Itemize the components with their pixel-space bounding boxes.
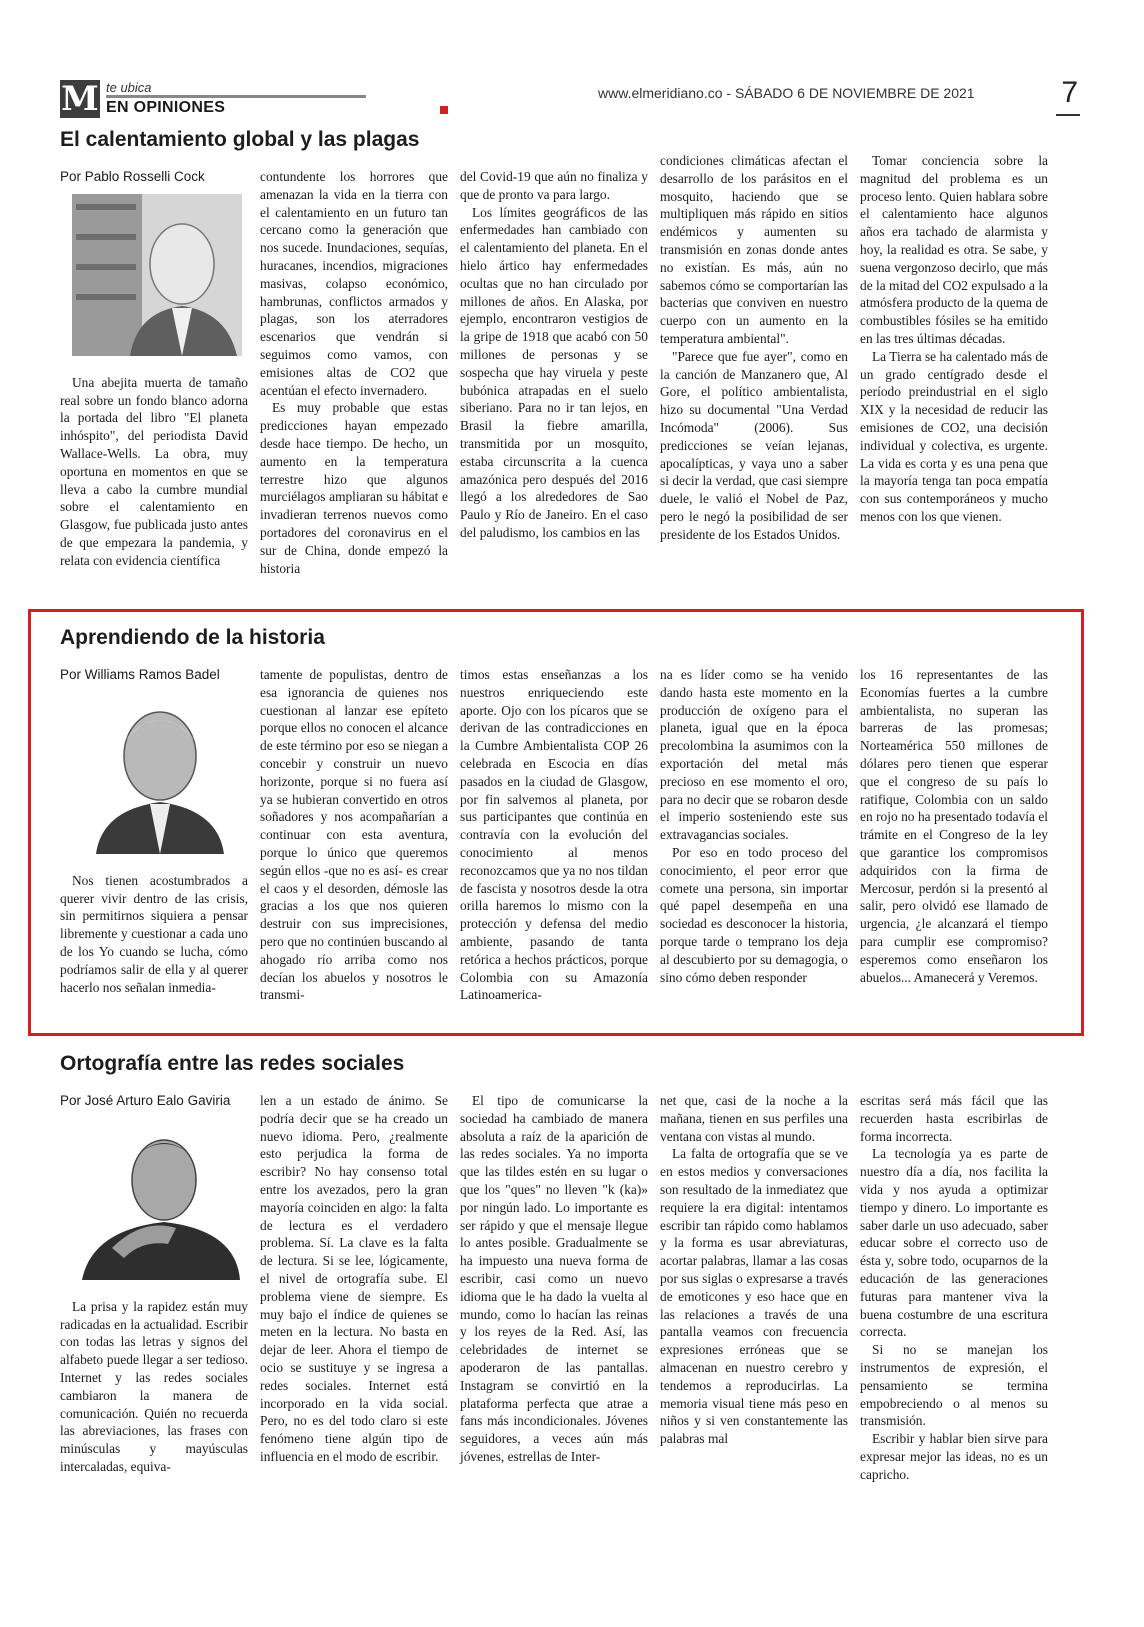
paragraph: net que, casi de la noche a la mañana, tienen en sus perfiles una ventana con vistas al mundo.: [660, 1093, 848, 1144]
author-portrait-icon: [72, 692, 242, 854]
column-5: [860, 666, 1048, 986]
paragraph: Tomar conciencia sobre la magnitud del problema es un proceso lento. Quien hablara sobre el calentamiento hace algunos años era tachado de alarmista y hoy, la realidad es otra. Se sabe, y suena vergonzoso decirlo, que más de la mitad del CO2 expulsado a la atmósfera producto de la quema de combustibles fósiles se ha emitido en las tres últimas décadas.: [860, 153, 1048, 346]
column-2: [260, 1092, 448, 1466]
byline: Por José Arturo Ealo Gaviria: [60, 1093, 231, 1108]
paragraph: len a un estado de ánimo. Se podría decir que se ha creado un nuevo idioma. Pero, ¿realmente esto perjudica la forma de escribir? No hay consenso total entre los avezados, pero la gran mayoría coinciden en algo: la falta de lectura es el verdadero problema. Sí. La clave es la falta de lectura. Si se lee, lógicamente, el nivel de ortografía sube. El problema viene de siempre. Es muy bajo el índice de quienes se meten en la lectura. No basta en dejar de leer. Ahora el tiempo de ocio se sustituye y se ingresa a redes sociales. Internet está incorporado en la vida social. Pero, no es del todo claro si este fenómeno tiene algún tipo de influencia en el modo de escribir.: [260, 1093, 448, 1464]
column-2: [260, 168, 448, 577]
column-4: [660, 152, 848, 544]
paragraph: Si no se manejan los instrumentos de expresión, el pensamiento se termina empobreciendo o al menos su transmisión.: [860, 1342, 1048, 1429]
article-calentamiento: [60, 128, 1080, 576]
paragraph: La tecnología ya es parte de nuestro día a día, nos facilita la vida y nos ayuda a optimizar tiempo y dinero. Lo importante es saber darle un uso adecuado, saber educar sobre el correcto uso de ésta y, sobre todo, ocuparnos de la educación de las generaciones futuras para mantener viva la buena costumbre de una escritura correcta.: [860, 1146, 1048, 1340]
paragraph: tamente de populistas, dentro de esa ignorancia de quienes nos cuestionan al lanzar ese epíteto porque ellos no conocen el alcance de este término por eso se niegan a concebir y construir un nuevo horizonte, porque si no fuera así ya se hubieran convertido en otros soñadores y nos acompañarían a continuar con esta aventura, porque lo único que queremos según ellos -que no es así- es crear el caos y el desorden, démosle las gracias a los que nos quieren destruir con sus imprecisiones, pero que no continúen buscando al ahogado río arriba como nos decían los abuelos y nosotros le transmi-: [260, 667, 448, 1003]
section-name: EN OPINIONES: [106, 99, 226, 116]
article-body: [60, 153, 1080, 608]
paragraph: del Covid-19 que aún no finaliza y que de pronto va para largo.: [460, 169, 648, 202]
red-square-icon: [440, 106, 448, 114]
column-1: [60, 168, 248, 570]
masthead: [60, 76, 1080, 120]
paragraph: La prisa y la rapidez están muy radicadas en la actualidad. Escribir con todas las letras y signos del alfabeto puede llegar a ser tedioso. Internet y las redes sociales cambiaron la manera de comunicación. Quién no recuerda las abreviaciones, las frases con minúsculas y mayúsculas intercaladas, equiva-: [60, 1298, 248, 1474]
page-number: 7: [1061, 76, 1078, 109]
paragraph: La Tierra se ha calentado más de un grado centígrado desde el período preindustrial en el siglo XIX y la necesidad de reducir las emisiones de CO2, una decisión individual y colectiva, es urgente. La vida es corta y es una pena que la mayoría tenga tan poca empatía con sus contemporáneos y mucho menos con los que vienen.: [860, 348, 1048, 524]
column-3: [460, 666, 648, 1004]
paragraph: timos estas enseñanzas a los nuestros enriqueciendo este aporte. Ojo con los pícaros que se derivan de las contradicciones en la Cumbre Ambientalista COP 26 celebrada en Escocia en días pasados en la ciudad de Glasgow, por fin salvemos al planeta, por sus participantes que continúa en contravía con la evolución del conocimiento al menos reconozcamos que ya no nos tildan de fascista y nosotros desde la otra orilla haremos lo mismo con la protección y defensa del medio ambiente, pasando de tanta retórica a hechos prácticos, porque Colombia con su Amazonía Latinoamerica-: [460, 667, 648, 1003]
paragraph: contundente los horrores que amenazan la vida en la tierra con el calentamiento en un futuro tan cercano como la generación que nos sucede. Inundaciones, sequías, huracanes, incendios, migraciones masivas, colapso económico, hambrunas, conflictos armados y plagas, son los aterradores escenarios que vendrán si seguimos como vamos, con emisiones altas de CO2 que acentúan el efecto invernadero.: [260, 169, 448, 398]
article-body: [60, 666, 1080, 1026]
article-historia: [60, 626, 1080, 1003]
column-5: [860, 152, 1048, 526]
column-3: [460, 168, 648, 542]
article-headline: Aprendiendo de la historia: [60, 626, 325, 649]
author-portrait-icon: [72, 194, 242, 356]
article-body: [60, 1092, 1080, 1522]
paragraph: Por eso en todo proceso del conocimiento, el peor error que comete una persona, sin importar qué papel desempeña en una sociedad es desconocer la historia, porque tarde o temprano los deja al descubierto por su demagogia, o sino cómo deben responder: [660, 844, 848, 985]
paragraph: los 16 representantes de las Economías fuertes a la cumbre ambientalista, no superan las barreras de las promesas; Norteamérica 550 millones de dólares pero tienen que esperar que el congreso de su país lo ratifique, Colombia con un saldo en rojo no ha presentado todavía el trámite en el Congreso de la ley que garantice los compromisos adquiridos con la firma de Mercosur, perdón si la presentó al salir, pero olvidó ese llamado de urgencia, ¿le alcanzará el tiempo para cumplir ese compromiso? esperemos como enseñaron los abuelos... Amanecerá y Veremos.: [860, 667, 1048, 985]
column-4: [660, 666, 848, 986]
paragraph: Una abejita muerta de tamaño real sobre un fondo blanco adorna la portada del libro "El planeta inhóspito", del periodista David Wallace-Wells. La obra, muy oportuna en momentos en que se lleva a cabo la cumbre mundial sobre el calentamiento en Glasgow, fue publicada justo antes de que empezara la pandemia, y relata con evidencia científica: [60, 374, 248, 568]
byline: Por Williams Ramos Badel: [60, 667, 220, 682]
column-5: [860, 1092, 1048, 1484]
paragraph: Los límites geográficos de las enfermedades han cambiado con el calentamiento del planeta. En el hielo ártico hay enfermedades ocultas que no han circulado por millones de años. En Alaska, por ejemplo, encontraron vestigios de la gripe de 1918 que acabó con 50 millones de personas y se sospecha que hay viruela y peste bubónica atrapadas en el suelo siberiano. Para no ir tan lejos, en Brasil la fiebre amarilla, transmitida por un mosquito, estaba circunscrita a la cuenca amazónica pero después del 2016 llegó a los alrededores de Sao Paulo y Río de Janeiro. En el caso del paludismo, los cambios en las: [460, 204, 648, 540]
tagline: te ubica: [106, 80, 152, 95]
byline: Por Pablo Rosselli Cock: [60, 169, 205, 184]
paragraph: Nos tienen acostumbrados a querer vivir dentro de las crisis, sin permitirnos siquiera a pensar libremente y cuestionar a cada uno de los Yo cuando se lucha, cómo podríamos salir de ella y al querer hacerlo nos señalan inmedia-: [60, 872, 248, 995]
author-portrait-icon: [72, 1118, 242, 1280]
column-2: [260, 666, 448, 1004]
site-date: www.elmeridiano.co - SÁBADO 6 DE NOVIEMBRE DE 2021: [598, 85, 975, 101]
paragraph: "Parece que fue ayer", como en la canción de Manzanero que, Al Gore, el político ambientalista, hizo su documental "Una Verdad Incómoda" (2006). Sus predicciones se veían lejanas, apocalípticas, y vaya uno a saber si decir la verdad, que casi siempre duele, le valió el Nobel de Paz, pero le negó la posibilidad de ser presidente de los Estados Unidos.: [660, 348, 848, 542]
column-4: [660, 1092, 848, 1448]
paragraph: escritas será más fácil que las recuerden hasta escribirlas de forma incorrecta.: [860, 1093, 1048, 1144]
tagline-rule: [106, 95, 366, 98]
paragraph: El tipo de comunicarse la sociedad ha cambiado de manera absoluta a raíz de la aparición de las redes sociales. Ya no importa que las tildes estén en su lugar o que los "ques" no lleven "k (ka)» por ningún lado. Lo importante es ser rápido y que el mensaje llegue lo antes posible. Gradualmente se ha impuesto una nueva forma de escribir, casi como un nuevo idioma que le ha dado la vuelta al mundo, como lo hacían las reinas y los reyes de la Red. Así, las celebridades de internet se apoderaron de las pantallas. Instagram se convirtió en la plataforma perfecta que atrae a fans más incondicionales. Jóvenes seguidores, a veces aún más jóvenes, estrellas de Inter-: [460, 1093, 648, 1464]
paragraph: La falta de ortografía que se ve en estos medios y conversaciones son resultado de la inmediatez que requiere la era digital: intentamos escribir tan rápido como hablamos y la forma es usar abreviaturas, acortar palabras, llamar a las cosas por sus siglas o expresarse a través de emoticones y eso hace que en las relaciones a través de una pantalla veamos con frecuencia expresiones erróneas que se almacenan en nuestro cerebro y tendemos a reproducirlas. La memoria visual tiene más peso en niños y si ven constantemente las palabras mal: [660, 1146, 848, 1447]
logo-icon: M: [61, 79, 99, 119]
column-3: [460, 1092, 648, 1466]
column-1: [60, 1092, 248, 1476]
paragraph: na es líder como se ha venido dando hasta este momento en la producción de oxígeno para el planeta, igual que en la época precolombina la asumimos con la exportación del metal más precioso en ese momento el oro, para no decir que se robaron desde el imperio sosteniendo este sus extravagancias sociales.: [660, 667, 848, 843]
page-number-rule: [1056, 114, 1080, 116]
article-headline: El calentamiento global y las plagas: [60, 128, 420, 151]
paragraph: Es muy probable que estas predicciones hayan empezado desde hace tiempo. De hecho, un aumento en la temperatura terrestre hizo que algunos murciélagos ampliaran su hábitat e invadieran terrenos nuevos como portadores del coronavirus en el sur de China, donde empezó la historia: [260, 400, 448, 576]
paragraph: condiciones climáticas afectan el desarrollo de los parásitos en el mosquito, haciendo que se multipliquen más rápido en sitios endémicos y aumenten su transmisión en zonas donde antes no existían. Es más, aún no sabemos cómo se comportarían las bacterias que conviven en nuestro cuerpo con un aumento en la temperatura ambiental".: [660, 153, 848, 346]
article-ortografia: [60, 1052, 1080, 1482]
paragraph: Escribir y hablar bien sirve para expresar mejor las ideas, no es un capricho.: [860, 1431, 1048, 1482]
article-headline: Ortografía entre las redes sociales: [60, 1052, 405, 1075]
column-1: [60, 666, 248, 996]
